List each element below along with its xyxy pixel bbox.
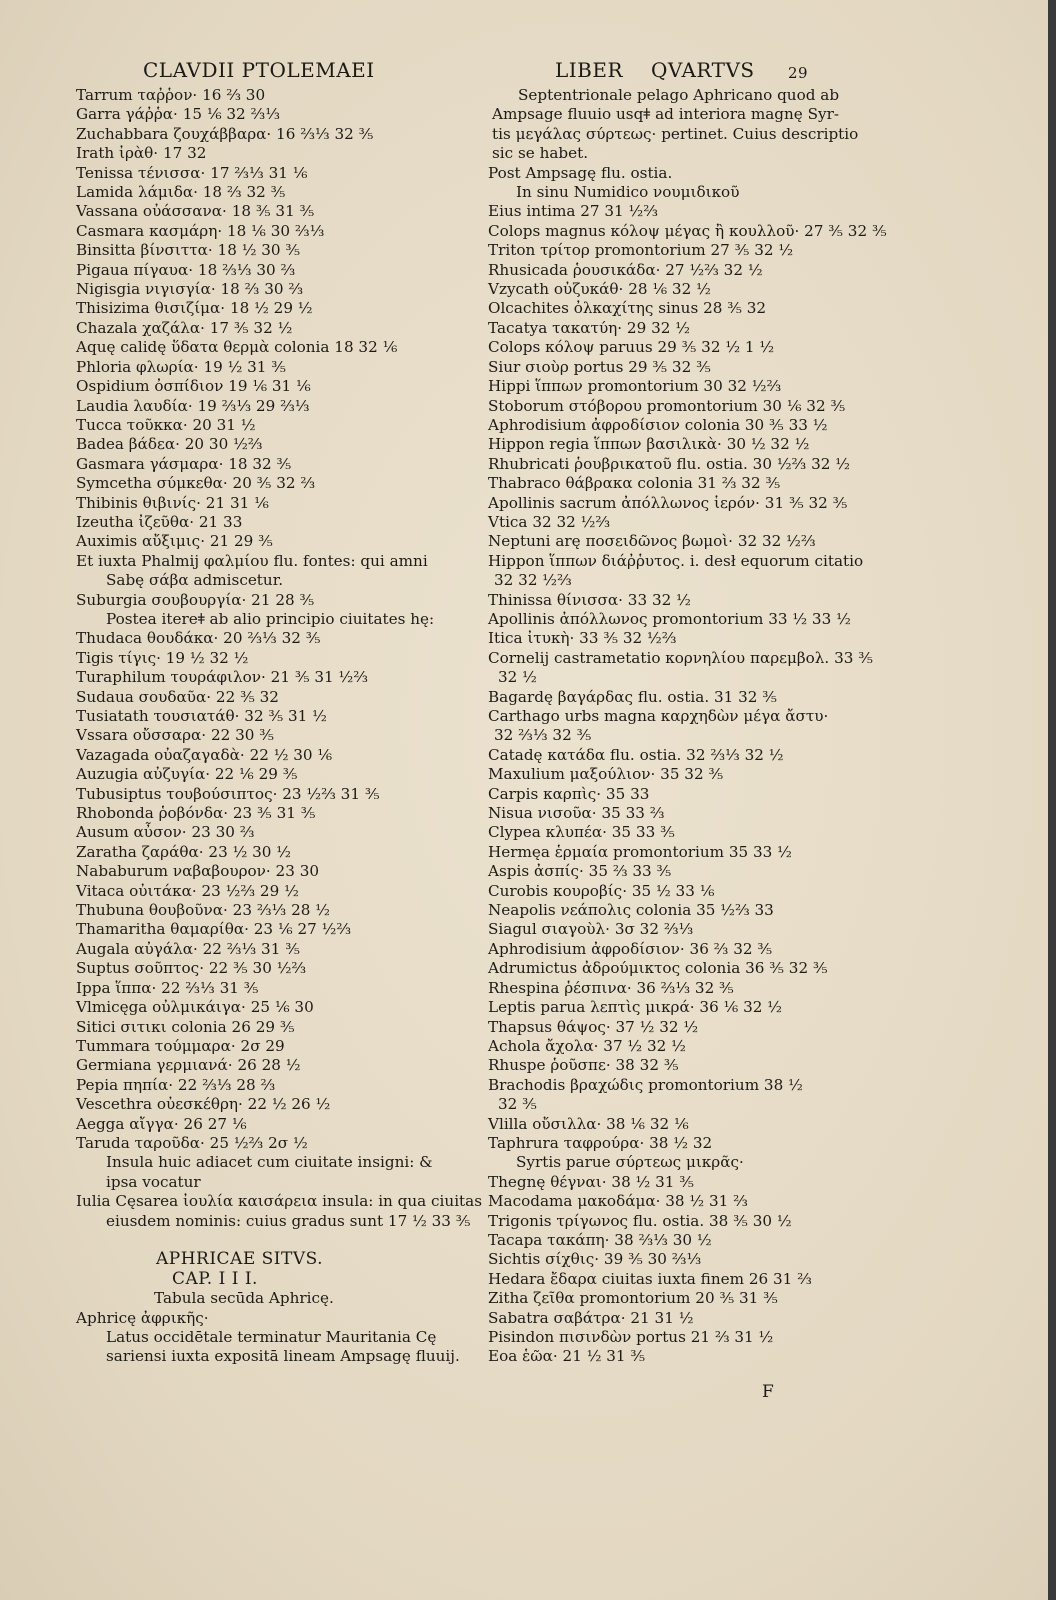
- text-line: Augala αὐγάλα· 22 ⅔⅓ 31 ⅗: [76, 939, 300, 958]
- text-line: Post Ampsagę flu. ostia.: [488, 163, 673, 182]
- text-line: Maxulium μαξούλιον· 35 32 ⅗: [488, 765, 724, 784]
- text-line: In sinu Numidico νουμιδικοῦ: [516, 183, 740, 202]
- text-line: Curobis κουροβίς· 35 ½ 33 ⅙: [488, 881, 715, 900]
- text-line: Thapsus θάψος· 37 ½ 32 ½: [488, 1017, 699, 1036]
- text-line: Bagardę βαγάρδας flu. ostia. 31 32 ⅗: [488, 687, 778, 706]
- text-line: Hermęa ἑρμαία promontorium 35 33 ½: [488, 842, 792, 861]
- text-line: Rhubricati ῥουβρικατοῦ flu. ostia. 30 ½⅔ 32 ½: [488, 454, 850, 473]
- text-line: Carthago urbs magna καρχηδὼν μέγα ἄστυ·: [488, 707, 829, 725]
- text-line: Thubuna θουβοῦνα· 23 ⅔⅓ 28 ½: [76, 901, 330, 920]
- left-column: [76, 86, 496, 1367]
- text-line: Olcachites ὀλκαχίτης sinus 28 ⅗ 32: [488, 299, 767, 318]
- text-line: Ampsage fluuio usqǂ ad interiora magnę Syr-: [492, 105, 839, 124]
- text-line: Latus occidētale terminatur Mauritania Cę: [106, 1328, 437, 1346]
- running-head-book: LIBER: [555, 58, 624, 82]
- text-line: Aquę calidę ὕδατα θερμὰ colonia 18 32 ⅙: [76, 338, 398, 357]
- text-line: Neapolis νεάπολις colonia 35 ½⅔ 33: [488, 901, 774, 920]
- text-line: Catadę κατάδα flu. ostia. 32 ⅔⅓ 32 ½: [488, 745, 784, 764]
- text-line: Ausum αὖσον· 23 30 ⅔: [76, 823, 255, 842]
- text-line: Ippa ἵππα· 22 ⅔⅓ 31 ⅗: [76, 978, 259, 997]
- text-line: Sichtis σίχθις· 39 ⅗ 30 ⅔⅓: [488, 1250, 702, 1269]
- text-line: eiusdem nominis: cuius gradus sunt 17 ½ 33 ⅗: [106, 1211, 471, 1230]
- text-line: Phloria φλωρία· 19 ½ 31 ⅗: [76, 357, 287, 376]
- text-line: Aphrodisium ἀφροδίσιον· 36 ⅔ 32 ⅗: [488, 939, 773, 958]
- text-line: CAP. I I I.: [172, 1268, 258, 1289]
- text-line: Aegga αἴγγα· 26 27 ⅙: [76, 1114, 247, 1133]
- text-line: Carpis καρπὶς· 35 33: [488, 784, 650, 803]
- text-line: Chazala χαζάλα· 17 ⅗ 32 ½: [76, 318, 293, 337]
- text-line: Tacatya τακατύη· 29 32 ½: [488, 318, 690, 337]
- text-line: Garra γάῤῥα· 15 ⅙ 32 ⅔⅓: [76, 105, 280, 124]
- text-line: Rhuspe ῥοῦσπε· 38 32 ⅗: [488, 1056, 679, 1075]
- text-line: Hedara ἔδαρα ciuitas iuxta finem 26 31 ⅔: [488, 1269, 812, 1288]
- text-line: Ospidium ὀσπίδιον 19 ⅙ 31 ⅙: [76, 377, 311, 396]
- text-line: 32 32 ½⅔: [494, 571, 572, 590]
- text-line: Cornelij castrametatio κορνηλίου παρεμβολ. 33 ⅗: [488, 648, 873, 667]
- text-line: Tusiatath τουσιατάθ· 32 ⅗ 31 ½: [76, 707, 327, 725]
- text-line: Nababurum ναβαβουρον· 23 30: [76, 862, 320, 881]
- text-line: Vtica 32 32 ½⅔: [488, 512, 611, 531]
- text-line: Clypea κλυπέα· 35 33 ⅗: [488, 823, 675, 842]
- text-line: Colops magnus κόλοψ μέγας ἢ κουλλοῦ· 27 ⅗ 32 ⅗: [488, 221, 887, 240]
- text-line: Leptis parua λεπτὶς μικρά· 36 ⅙ 32 ½: [488, 998, 782, 1017]
- text-line: Tummara τούμμαρα· 2σ 29: [76, 1036, 285, 1055]
- text-line: Hippi ἵππων promontorium 30 32 ½⅔: [488, 377, 782, 396]
- text-line: Itica ἰτυκὴ· 33 ⅗ 32 ½⅔: [488, 629, 677, 648]
- text-line: Vzycath οὐζυκάθ· 28 ⅙ 32 ½: [488, 280, 711, 299]
- text-line: Vlilla οὔσιλλα· 38 ⅙ 32 ⅙: [488, 1114, 689, 1133]
- text-line: Irath ἰρὰθ· 17 32: [76, 144, 207, 163]
- text-line: Eoa ἑῶα· 21 ½ 31 ⅗: [488, 1347, 646, 1366]
- text-line: Badea βάδεα· 20 30 ½⅔: [76, 435, 263, 454]
- text-line: Zaratha ζαράθα· 23 ½ 30 ½: [76, 842, 291, 861]
- text-line: Rhespina ῥέσπινα· 36 ⅔⅓ 32 ⅗: [488, 978, 734, 997]
- text-line: Casmara κασμάρη· 18 ⅙ 30 ⅔⅓: [76, 221, 325, 240]
- text-line: Triton τρίτορ promontorium 27 ⅗ 32 ½: [488, 241, 794, 260]
- text-line: [76, 1231, 496, 1250]
- text-line: Thabraco θάβρακα colonia 31 ⅔ 32 ⅗: [488, 474, 781, 493]
- text-line: Nigisgia νιγισγία· 18 ⅔ 30 ⅔: [76, 280, 304, 299]
- text-line: Lamida λάμιδα· 18 ⅔ 32 ⅗: [76, 183, 286, 202]
- text-line: Tabula secūda Aphricę.: [154, 1289, 334, 1308]
- text-line: Aphrodisium ἀφροδίσιον colonia 30 ⅗ 33 ½: [488, 415, 828, 434]
- text-line: Laudia λαυδία· 19 ⅔⅓ 29 ⅔⅓: [76, 396, 310, 415]
- text-line: 32 ⅗: [498, 1095, 537, 1114]
- text-line: Thudaca θουδάκα· 20 ⅔⅓ 32 ⅗: [76, 629, 321, 648]
- text-line: Adrumictus ἀδρούμικτος colonia 36 ⅗ 32 ⅗: [488, 959, 828, 978]
- text-line: Vassana οὐάσσανα· 18 ⅗ 31 ⅗: [76, 202, 315, 221]
- right-column: [488, 86, 887, 1367]
- text-line: Pisindon πισινδὼν portus 21 ⅔ 31 ½: [488, 1328, 774, 1346]
- text-line: Macodama μακοδάμα· 38 ½ 31 ⅔: [488, 1192, 748, 1211]
- text-line: Et iuxta Phalmij φαλμίου flu. fontes: qui amni: [76, 551, 428, 570]
- text-line: Aphricę ἀφρικῆς·: [76, 1308, 209, 1327]
- text-line: Iulia Cęsarea ἰουλία καισάρεια insula: in qua ciuitas: [76, 1192, 482, 1211]
- text-line: Sabę σάβα admiscetur.: [106, 571, 284, 590]
- text-line: Pepia πηπία· 22 ⅔⅓ 28 ⅔: [76, 1075, 276, 1094]
- text-line: Colops κόλοψ paruus 29 ⅗ 32 ½ 1 ½: [488, 338, 775, 357]
- text-line: Rhusicada ῥουσικάδα· 27 ½⅔ 32 ½: [488, 260, 763, 279]
- text-line: sic se habet.: [492, 144, 589, 163]
- text-line: Suburgia σουβουργία· 21 28 ⅗: [76, 590, 315, 609]
- text-line: Pigaua πίγαυα· 18 ⅔⅓ 30 ⅔: [76, 260, 296, 279]
- text-line: Septentrionale pelago Aphricano quod ab: [518, 86, 840, 104]
- text-line: Thisizima θισιζίμα· 18 ½ 29 ½: [76, 299, 313, 318]
- text-line: Tucca τοῦκκα· 20 31 ½: [76, 415, 256, 434]
- text-line: Zuchabbara ζουχάββαρα· 16 ⅔⅓ 32 ⅗: [76, 124, 374, 143]
- text-line: Siur σιοὺρ portus 29 ⅗ 32 ⅗: [488, 357, 711, 376]
- text-line: Symcetha σύμκεθα· 20 ⅗ 32 ⅔: [76, 474, 316, 493]
- text-line: Vlmicęga οὐλμικάιγα· 25 ⅙ 30: [76, 998, 314, 1017]
- text-line: APHRICAE SITVS.: [156, 1249, 324, 1270]
- text-line: Thibinis θιβινίς· 21 31 ⅙: [76, 493, 269, 512]
- text-line: Postea itereǂ ab alio principio ciuitates hę:: [106, 609, 435, 628]
- text-line: Thinissa θίνισσα· 33 32 ½: [488, 590, 691, 609]
- text-line: 32 ½: [498, 668, 537, 687]
- text-line: Suptus σοῦπτος· 22 ⅗ 30 ½⅔: [76, 959, 307, 978]
- text-line: Vescethra οὐεσκέθρη· 22 ½ 26 ½: [76, 1095, 331, 1114]
- text-line: Stoborum στόβορου promontorium 30 ⅙ 32 ⅗: [488, 396, 846, 415]
- text-line: Tacapa τακάπη· 38 ⅔⅓ 30 ½: [488, 1230, 712, 1249]
- text-line: Binsitta βίνσιττα· 18 ½ 30 ⅗: [76, 241, 301, 260]
- text-line: Izeutha ἰζεῦθα· 21 33: [76, 512, 243, 531]
- text-line: Thamaritha θαμαρίθα· 23 ⅙ 27 ½⅔: [76, 920, 352, 939]
- page-edge: [1048, 0, 1056, 1600]
- text-line: Trigonis τρίγωνος flu. ostia. 38 ⅗ 30 ½: [488, 1211, 792, 1230]
- text-line: Taruda ταροῦδα· 25 ½⅔ 2σ ½: [76, 1133, 308, 1152]
- text-line: Vitaca οὐιτάκα· 23 ½⅔ 29 ½: [76, 881, 299, 900]
- text-line: Vssara οὔσσαρα· 22 30 ⅗: [76, 726, 274, 745]
- text-line: Gasmara γάσμαρα· 18 32 ⅗: [76, 454, 292, 473]
- text-line: Brachodis βραχώδις promontorium 38 ½: [488, 1075, 803, 1094]
- text-line: Tarrum ταῤῥον· 16 ⅔ 30: [76, 86, 266, 104]
- text-line: Eius intima 27 31 ½⅔: [488, 202, 658, 221]
- text-line: Nisua νισοῦα· 35 33 ⅔: [488, 804, 665, 823]
- text-line: Turaphilum τουράφιλον· 21 ⅗ 31 ½⅔: [76, 668, 368, 687]
- text-line: Sabatra σαβάτρα· 21 31 ½: [488, 1308, 694, 1327]
- text-line: ipsa vocatur: [106, 1172, 201, 1191]
- text-line: 32 ⅔⅓ 32 ⅗: [494, 726, 592, 745]
- text-line: Tigis τίγις· 19 ½ 32 ½: [76, 648, 249, 667]
- text-line: Insula huic adiacet cum ciuitate insigni: &: [106, 1153, 433, 1172]
- text-line: Auximis αὔξιμις· 21 29 ⅗: [76, 532, 273, 551]
- text-line: Apollinis ἀπόλλωνος promontorium 33 ½ 33 ½: [488, 609, 851, 628]
- text-line: Tubusiptus τουβούσιπτος· 23 ½⅔ 31 ⅗: [76, 784, 380, 803]
- text-line: Achola ἄχολα· 37 ½ 32 ½: [488, 1036, 686, 1055]
- text-line: Sitici σιτικι colonia 26 29 ⅗: [76, 1017, 295, 1036]
- text-line: Sudaua σουδαῦα· 22 ⅗ 32: [76, 687, 279, 706]
- text-line: Zitha ζεῖθα promontorium 20 ⅗ 31 ⅗: [488, 1289, 778, 1308]
- text-line: Auzugia αὐζυγία· 22 ⅙ 29 ⅗: [76, 765, 298, 784]
- text-line: Hippon ἵππων διάῤῥυτος. i. desł equorum citatio: [488, 551, 864, 570]
- text-line: Vazagada οὐαζαγαδὰ· 22 ½ 30 ⅙: [76, 745, 333, 764]
- text-line: Thegnę θέγναι· 38 ½ 31 ⅗: [488, 1172, 694, 1191]
- text-line: Syrtis parue σύρτεως μικρᾶς·: [516, 1153, 744, 1172]
- text-line: Hippon regia ἵππων βασιλικὰ· 30 ½ 32 ½: [488, 435, 810, 454]
- text-line: tis μεγάλας σύρτεως· pertinet. Cuius descriptio: [492, 124, 859, 143]
- text-line: Aspis ἀσπίς· 35 ⅔ 33 ⅗: [488, 862, 672, 881]
- running-head-number-word: QVARTVS: [651, 58, 755, 82]
- text-line: Neptuni arę ποσειδῶνος βωμοὶ· 32 32 ½⅔: [488, 532, 816, 551]
- text-line: Taphrura ταφρούρα· 38 ½ 32: [488, 1133, 713, 1152]
- page-number: 29: [788, 64, 809, 82]
- text-line: Germiana γερμιανά· 26 28 ½: [76, 1056, 301, 1075]
- text-line: sariensi iuxta expositā lineam Ampsagę fluuij.: [106, 1347, 460, 1366]
- text-line: Rhobonda ῥοβόνδα· 23 ⅗ 31 ⅗: [76, 804, 316, 823]
- text-line: Tenissa τένισσα· 17 ⅔⅓ 31 ⅙: [76, 163, 308, 182]
- text-line: Siagul σιαγοὺλ· 3σ 32 ⅔⅓: [488, 920, 694, 939]
- text-line: Apollinis sacrum ἀπόλλωνος ἱερόν· 31 ⅗ 32 ⅗: [488, 493, 848, 512]
- signature-mark: F: [762, 1382, 774, 1402]
- running-head-author: CLAVDII PTOLEMAEI: [143, 58, 375, 82]
